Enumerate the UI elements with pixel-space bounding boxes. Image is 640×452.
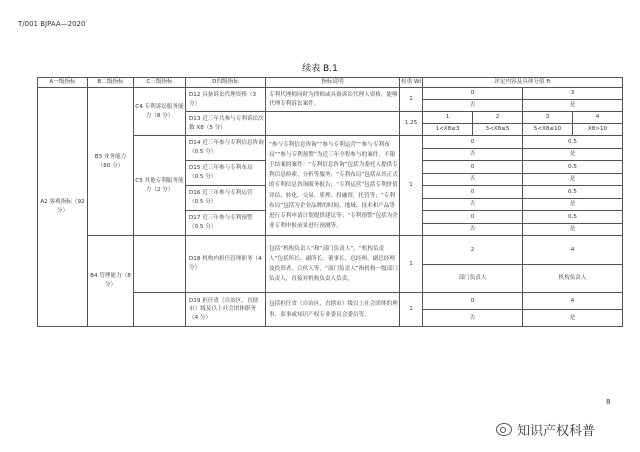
c5-cell: C5 其他专利服务能力（2 分） — [134, 136, 186, 236]
d18-label-0: 部门负责人 — [423, 265, 523, 293]
d12-label-1: 是 — [523, 100, 623, 112]
d17-score-0: 0 — [423, 211, 523, 224]
d15-name: D15 近三年参与专利布局（0.5 分） — [186, 161, 266, 186]
d14-score-1: 0.5 — [523, 136, 623, 149]
b3-cell: B3 业务能力（60 分） — [88, 88, 134, 236]
d17-name: D17 近三年参与专利预警（0.5 分） — [186, 211, 266, 236]
d15-label-1: 是 — [523, 174, 623, 186]
d19-name: D19 担任省（自治区、直辖市）级及以上社会团体职务（4 分） — [186, 293, 266, 327]
d18-weight: 1 — [400, 236, 423, 293]
a-level-cell: A2 客观指标（92 分） — [38, 88, 88, 327]
col-header-b: B二级指标 — [88, 78, 134, 88]
c-d19-empty — [134, 293, 186, 327]
d16-label-0: 否 — [423, 199, 523, 211]
col-header-c: C三级指标 — [134, 78, 186, 88]
d13-score-3: 4 — [573, 112, 623, 124]
page-number: 8 — [606, 398, 611, 406]
d13-weight: 1.25 — [400, 112, 423, 136]
d12-score-1: 3 — [523, 88, 623, 100]
d19-score-1: 4 — [523, 293, 623, 310]
c5-desc: “参与专利信息咨询”“参与专利运营”“参与专利布局”“参与专利预警”为近三年全程参与的案件，不限于结案的案件：“专利信息咨询”包括为委托人提供专利信息检索、分析等服务；“专利布局”包括从其正式的专利信息咨询服务报告；“专利运营”包括专利价值评估、转化、交易、质押、投融资、托管等；“专利布局”包括为企业品牌的时间、地域、技术和产品等进行专利申请计划提供建议等；“专利预警”包括为企业专利申报前景进行预测等。 — [266, 136, 400, 236]
d14-name: D14 近三年参与专利信息咨询（0.5 分） — [186, 136, 266, 161]
d18-name: D18 机构内担任管理职务（4 分） — [186, 236, 266, 293]
d17-label-1: 是 — [523, 224, 623, 236]
d19-score-0: 0 — [423, 293, 523, 310]
d12-desc: 专利代理师同时为律师或具备诉讼代理人资格，能够代理专利诉讼案件。 — [266, 88, 400, 112]
d13-range-3: X8>10 — [573, 124, 623, 136]
d13-range-0: 1<X8≤3 — [423, 124, 473, 136]
d17-label-0: 否 — [423, 224, 523, 236]
table-header-row — [38, 78, 623, 88]
d13-score-2: 3 — [523, 112, 573, 124]
d14-score-0: 0 — [423, 136, 523, 149]
d12-name: D12 具备诉讼代理资格（3 分） — [186, 88, 266, 112]
d17-score-1: 0.5 — [523, 211, 623, 224]
col-header-desc: 指标说明 — [266, 78, 400, 88]
d18-desc: 包括“机构负责人”和“部门负责人”，“机构负责人”包括所长、副所长、董事长、总经理、副总经理及投资者、合伙人等，“部门负责人”指机构一级部门负责人，直接对机构负责人负责。 — [266, 236, 400, 293]
table-row — [38, 236, 623, 265]
d13-range-2: 5<X8≤10 — [523, 124, 573, 136]
b4-cell: B4 管理能力（8 分） — [88, 236, 134, 327]
d15-score-0: 0 — [423, 161, 523, 174]
d19-label-0: 否 — [423, 310, 523, 327]
d16-score-0: 0 — [423, 186, 523, 199]
d14-label-1: 是 — [523, 149, 623, 161]
c4-cell: C4 专利诉讼服务能力（8 分） — [134, 88, 186, 136]
d13-score-1: 2 — [473, 112, 523, 124]
d12-weight: 1 — [400, 88, 423, 112]
d16-name: D16 近三年参与专利运营（0.5 分） — [186, 186, 266, 211]
col-header-a: A一级指标 — [38, 78, 88, 88]
watermark-text: 知识产权科普 — [517, 424, 596, 439]
d18-label-1: 机构负责人 — [523, 265, 623, 293]
d14-label-0: 否 — [423, 149, 523, 161]
d18-score-1: 4 — [523, 236, 623, 265]
d19-desc: 包括担任省（自治区、直辖市）级以上社会团体的理事、监事或知识产权专业委员会委员等。 — [266, 293, 400, 327]
d13-desc — [266, 112, 400, 136]
d12-score-0: 0 — [423, 88, 523, 100]
d19-label-1: 是 — [523, 310, 623, 327]
table-title: 续表 B.1 — [302, 64, 338, 74]
d16-score-1: 0.5 — [523, 186, 623, 199]
document-code: T/001 BJPAA—2020 — [18, 20, 86, 28]
col-header-weight: 权重 Wi — [400, 78, 423, 88]
d12-label-0: 否 — [423, 100, 523, 112]
col-header-score: 评定内容及具体分值 Fi — [423, 78, 623, 88]
d19-weight: 1 — [400, 293, 423, 327]
col-header-d: D四级指标 — [186, 78, 266, 88]
d18-score-0: 2 — [423, 236, 523, 265]
d13-name: D13 近三年共参与专利诉讼次数 X8（5 分） — [186, 112, 266, 136]
c4-b4-empty — [134, 236, 186, 293]
c5-weight: 1 — [400, 136, 423, 236]
evaluation-table — [37, 77, 623, 327]
d16-label-1: 是 — [523, 199, 623, 211]
table-row — [38, 88, 623, 100]
d13-score-0: 1 — [423, 112, 473, 124]
watermark — [496, 420, 595, 439]
wechat-icon — [496, 423, 512, 436]
d15-label-0: 否 — [423, 174, 523, 186]
d13-range-1: 3<X8≤5 — [473, 124, 523, 136]
d15-score-1: 0.5 — [523, 161, 623, 174]
